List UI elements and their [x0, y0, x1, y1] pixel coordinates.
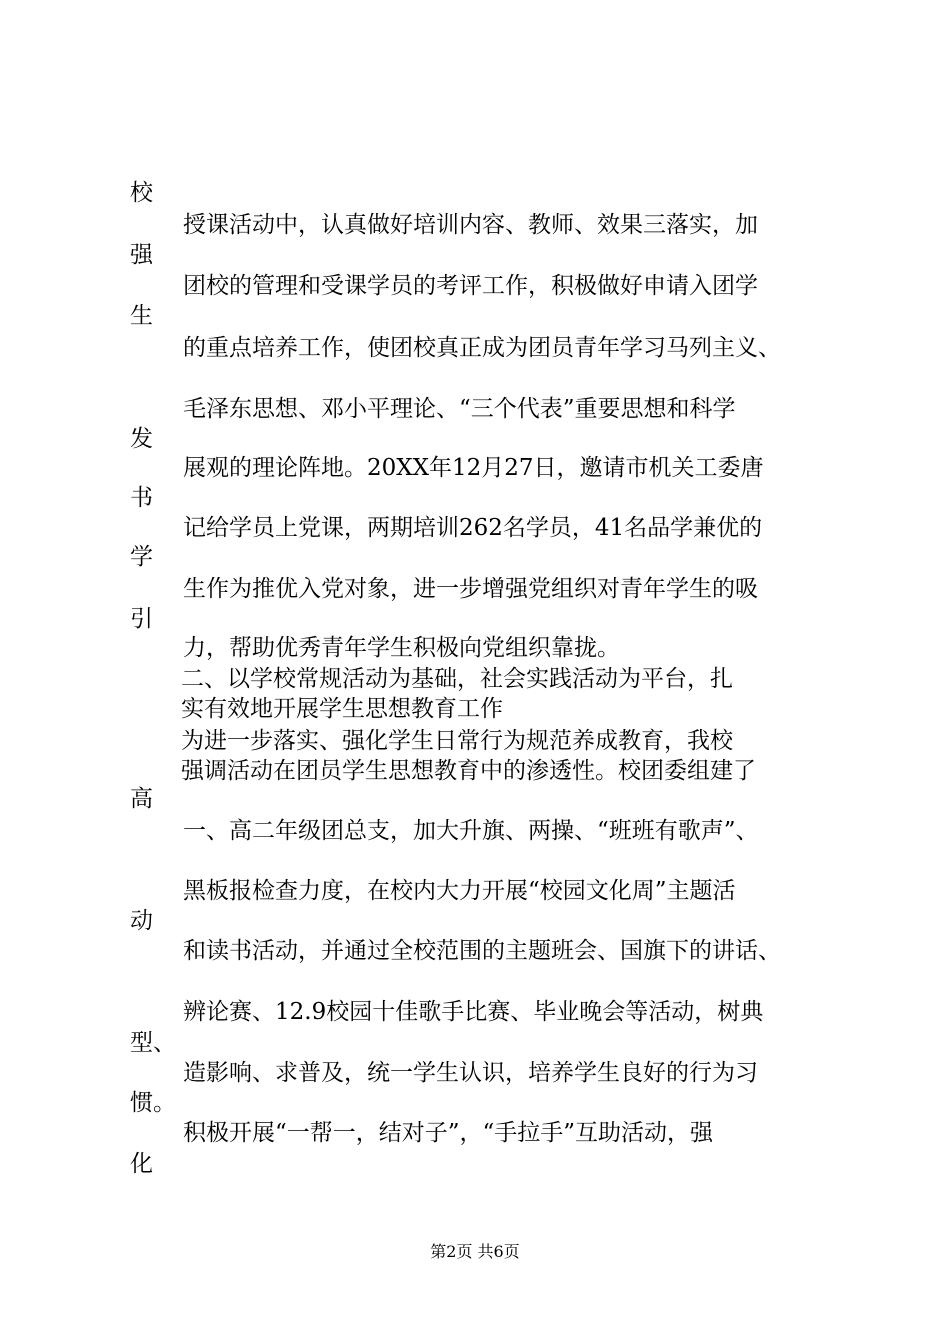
- side-char: 发: [130, 426, 153, 452]
- body-line: 授课活动中，认真做好培训内容、教师、效果三落实，加: [183, 212, 758, 238]
- body-line: 力，帮助优秀青年学生积极向党组织靠拢。: [183, 635, 620, 661]
- side-char: 型、: [130, 1030, 176, 1056]
- body-line: 二、以学校常规活动为基础，社会实践活动为平台，扎: [181, 666, 733, 692]
- body-line: 黑板报检查力度，在校内大力开展“校园文化周”主题活: [183, 878, 736, 904]
- body-line: 记给学员上党课，两期培训262名学员，41名品学兼优的: [183, 515, 763, 541]
- body-line: 为进一步落实、强化学生日常行为规范养成教育，我校: [181, 728, 733, 754]
- side-char: 高: [130, 786, 153, 812]
- body-line: 团校的管理和受课学员的考评工作，积极做好申请入团学: [183, 273, 758, 299]
- body-line: 展观的理论阵地。20XX年12月27日，邀请市机关工委唐: [183, 455, 764, 481]
- side-char: 生: [130, 303, 153, 329]
- side-char: 校: [130, 180, 153, 206]
- body-line: 强调活动在团员学生思想教育中的渗透性。校团委组建了: [181, 758, 756, 784]
- body-line: 实有效地开展学生思想教育工作: [181, 696, 503, 722]
- body-line: 辨论赛、12.9校园十佳歌手比赛、毕业晚会等活动，树典: [183, 999, 764, 1025]
- body-line: 一、高二年级团总支，加大升旗、两操、“班班有歌声”、: [183, 818, 759, 844]
- body-line: 积极开展“一帮一，结对子”，“手拉手”互助活动，强: [183, 1120, 714, 1146]
- side-char: 学: [130, 544, 153, 570]
- side-char: 惯。: [130, 1090, 176, 1116]
- page-footer: 第2页 共6页: [430, 1242, 520, 1261]
- side-char: 强: [130, 242, 153, 268]
- body-line: 和读书活动，并通过全校范围的主题班会、国旗下的讲话、: [183, 938, 781, 964]
- side-char: 引: [130, 606, 153, 632]
- side-char: 化: [130, 1151, 153, 1177]
- side-char: 动: [130, 908, 153, 934]
- body-line: 生作为推优入党对象，进一步增强党组织对青年学生的吸: [183, 576, 758, 602]
- body-line: 的重点培养工作，使团校真正成为团员青年学习马列主义、: [183, 335, 781, 361]
- body-line: 毛泽东思想、邓小平理论、“三个代表”重要思想和科学: [183, 396, 736, 422]
- body-line: 造影响、求普及，统一学生认识，培养学生良好的行为习: [183, 1060, 758, 1086]
- side-char: 书: [130, 485, 153, 511]
